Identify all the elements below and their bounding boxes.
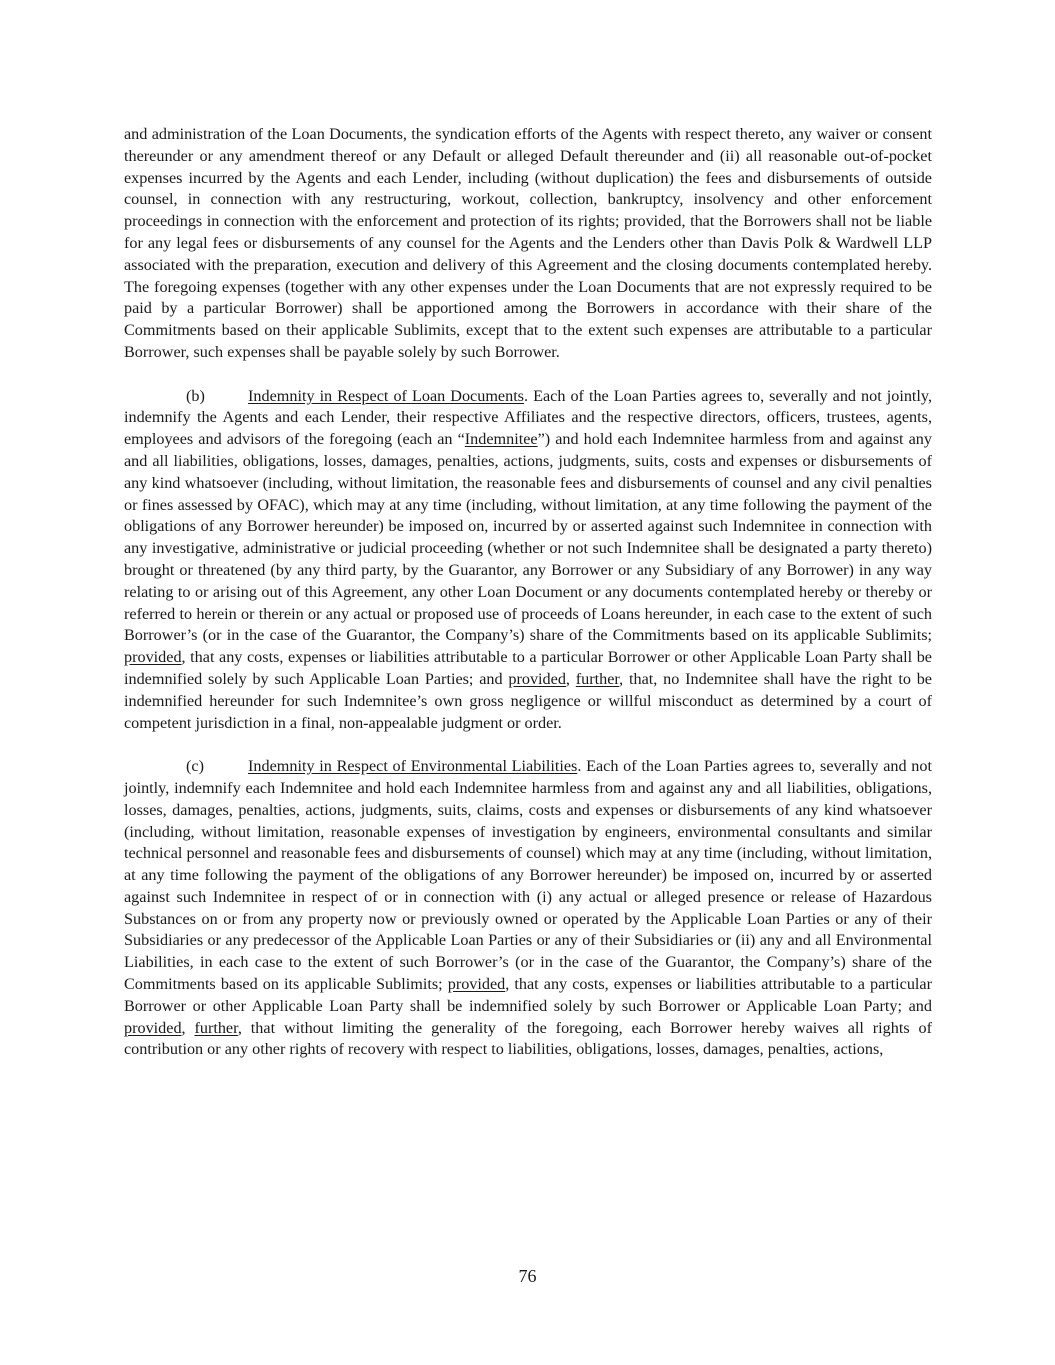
- defined-term-indemnitee: Indemnitee: [464, 430, 538, 449]
- paragraph-b-further: further: [575, 669, 620, 688]
- document-page: [124, 124, 932, 1083]
- paragraph-b-provided-1: provided: [124, 648, 182, 667]
- paragraph-b-text-1: . Each of the Loan Parties agrees to, severally and not jointly, indemnify the Agents and each Lender, their respective Affiliates and the respective directors, officers, trustees, agents, employees and advisors of the foregoing (each an “: [124, 386, 933, 449]
- paragraph-b-heading: Indemnity in Respect of Loan Documents: [248, 386, 524, 405]
- paragraph-c-label: (c): [186, 757, 204, 776]
- paragraph-b-text-4: , that, no Indemnitee shall have the right to be indemnified hereunder for such Indemnitee’s own gross negligence or willful misconduct as determined by a court of competent jurisdiction in a final, non-appealable judgment or order.: [124, 669, 932, 732]
- paragraph-c-comma: ,: [181, 1018, 195, 1037]
- paragraph-b-provided-2: provided: [508, 669, 566, 688]
- paragraph-b: [124, 386, 932, 735]
- paragraph-c-text-3: , that without limiting the generality of the foregoing, each Borrower hereby waives all rights of contribution or any other rights of recovery with respect to liabilities, obligations, losses, damages, penalties, actions,: [124, 1018, 932, 1059]
- paragraph-c-further: further: [194, 1018, 238, 1037]
- paragraph-c-provided-1: provided: [447, 975, 506, 994]
- paragraph-c-heading: Indemnity in Respect of Environmental Liabilities: [248, 757, 578, 776]
- paragraph-a-text: and administration of the Loan Documents, the syndication efforts of the Agents with respect thereto, any waiver or consent thereunder or any amendment thereof or any Default or alleged Default thereunder and (ii) all reasonable out-of-pocket expenses incurred by the Agents and each Lender, including (without duplication) the fees and disbursements of outside counsel, in connection with any restructuring, workout, collection, bankruptcy, insolvency and other enforcement proceedings in connection with the enforcement and protection of its rights; provided, that the Borrowers shall not be liable for any legal fees or disbursements of any counsel for the Agents and the Lenders other than Davis Polk & Wardwell LLP associated with the preparation, execution and delivery of this Agreement and the closing documents contemplated hereby. The foregoing expenses (together with any other expenses under the Loan Documents that are not expressly required to be paid by a particular Borrower) shall be apportioned among the Borrowers in accordance with their share of the Commitments based on their applicable Sublimits, except that to the extent such expenses are attributable to a particular Borrower, such expenses shall be payable solely by such Borrower.: [124, 125, 932, 361]
- paragraph-c-text-2: , that any costs, expenses or liabilities attributable to a particular Borrower or other Applicable Loan Party shall be indemnified solely by such Borrower or Applicable Loan Party; and: [124, 975, 932, 1015]
- page-number: 76: [518, 1266, 537, 1286]
- paragraph-b-comma: ,: [565, 669, 576, 688]
- paragraph-b-label: (b): [186, 386, 205, 405]
- paragraph-c-text-1: . Each of the Loan Parties agrees to, severally and not jointly, indemnify each Indemnitee and hold each Indemnitee harmless from and against any and all liabilities, obligations, losses, damages, penalties, actions, judgments, suits, claims, costs and expenses or disbursements of any kind whatsoever (including, without limitation, reasonable expenses of investigation by engineers, environmental consultants and similar technical personnel and reasonable fees and disbursements of counsel) which may at any time (including, without limitation, at any time following the payment of the obligations of any Borrower hereunder) be imposed on, incurred by or asserted against such Indemnitee in respect of or in connection with (i) any actual or alleged presence or release of Hazardous Substances on or from any property now or previously owned or operated by the Applicable Loan Parties or any of their Subsidiaries or any predecessor of the Applicable Loan Parties or any of their Subsidiaries or (ii) any and all Environmental Liabilities, in each case to the extent of such Borrower’s (or in the case of the Guarantor, the Company’s) share of the Commitments based on its applicable Sublimits;: [124, 757, 932, 994]
- paragraph-b-text-2: ”) and hold each Indemnitee harmless from and against any and all liabilities, obligations, losses, damages, penalties, actions, judgments, suits, costs and expenses or disbursements of any kind whatsoever (including, without limitation, the reasonable fees and disbursements of counsel and any civil penalties or fines assessed by OFAC), which may at any time (including, without limitation, at any time following the payment of the obligations of any Borrower hereunder) be imposed on, incurred by or asserted against such Indemnitee in connection with any investigative, administrative or judicial proceeding (whether or not such Indemnitee shall be designated a party thereto) brought or threatened (by any third party, by the Guarantor, any Borrower or any Subsidiary of any Borrower) in any way relating to or arising out of this Agreement, any other Loan Document or any documents contemplated hereby or thereby or referred to herein or therein or any actual or proposed use of proceeds of Loans hereunder, in each case to the extent of such Borrower’s (or in the case of the Guarantor, the Company’s) share of the Commitments based on its applicable Sublimits;: [124, 430, 932, 645]
- paragraph-c: [124, 756, 932, 1061]
- paragraph-b-text-3: , that any costs, expenses or liabilities attributable to a particular Borrower or other Applicable Loan Party shall be indemnified solely by such Applicable Loan Parties; and: [124, 648, 932, 688]
- paragraph-a: [124, 124, 932, 364]
- paragraph-c-provided-2: provided: [124, 1018, 182, 1037]
